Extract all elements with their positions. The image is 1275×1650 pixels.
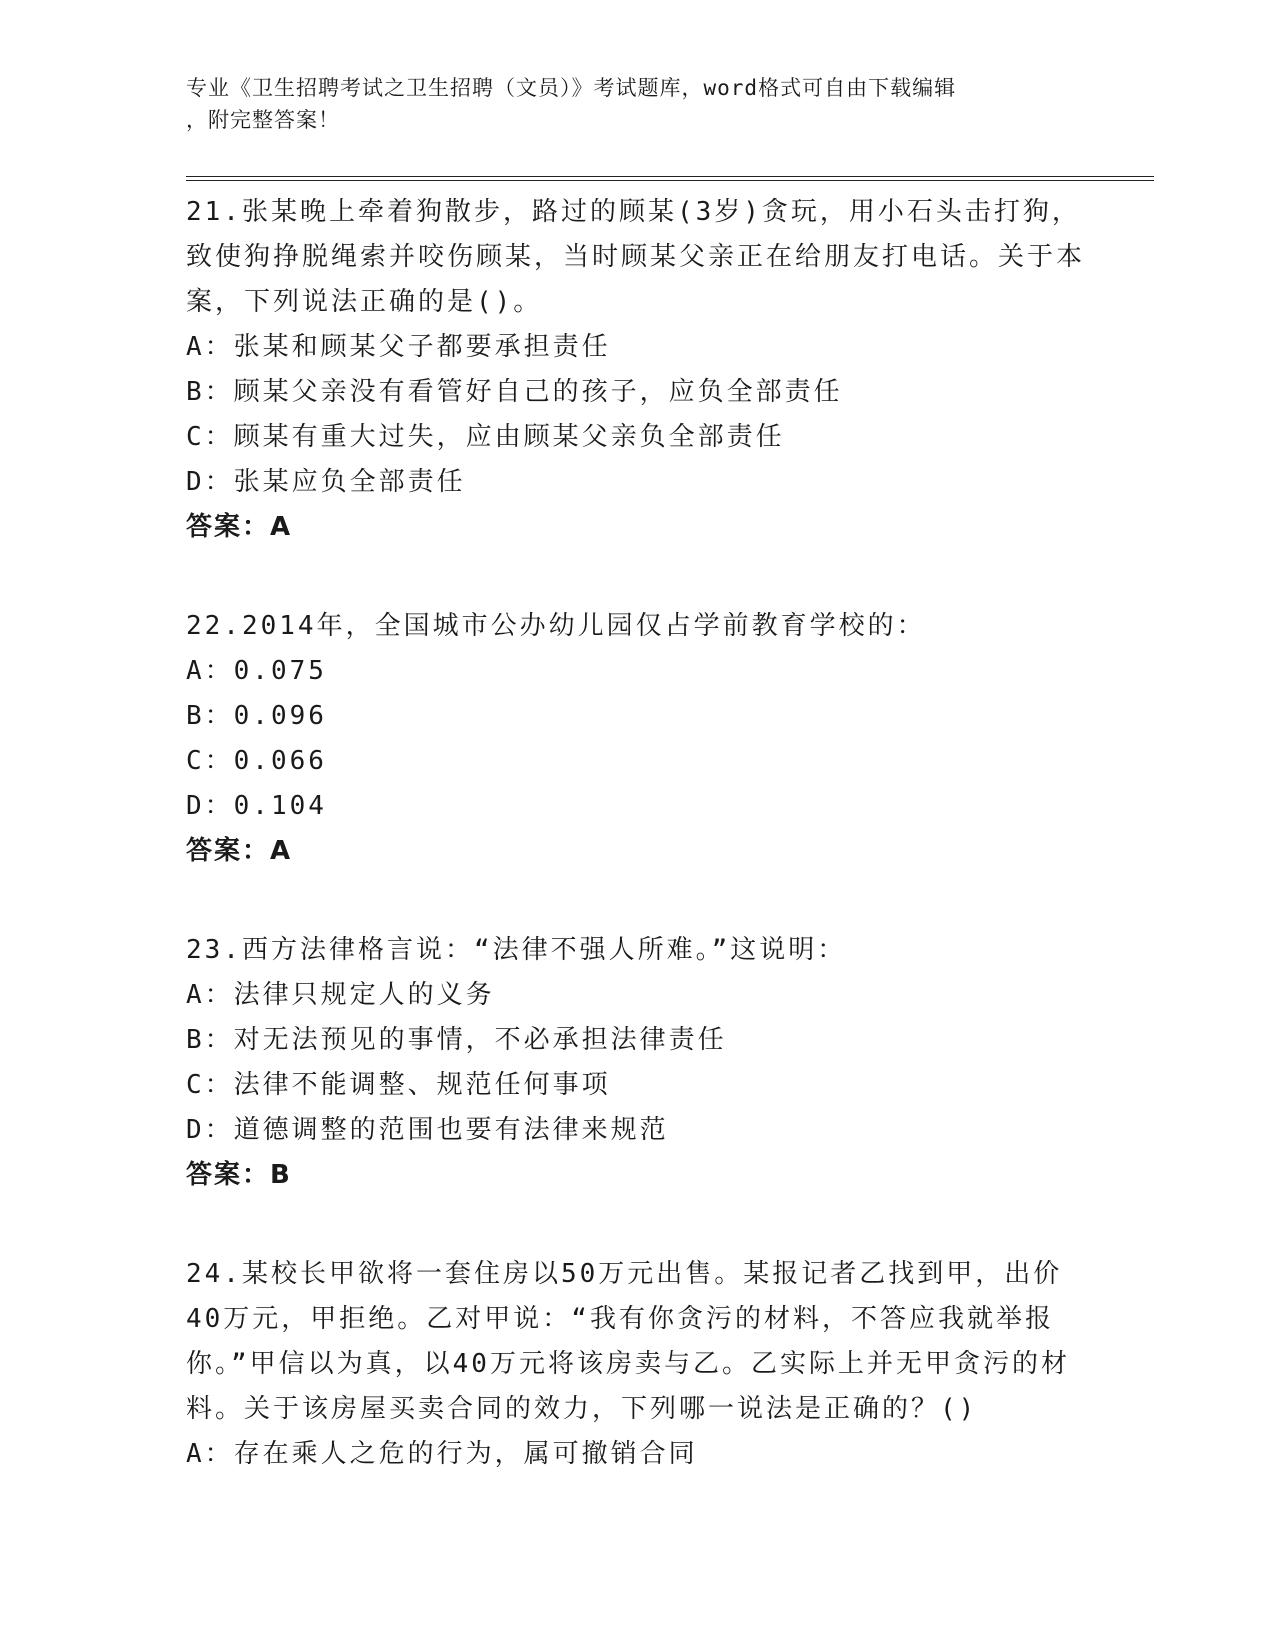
question-22: [186, 604, 1086, 874]
question-text: 22.2014年，全国城市公办幼儿园仅占学前教育学校的：: [186, 611, 926, 641]
option-c: C：顾某有重大过失，应由顾某父亲负全部责任: [186, 422, 785, 452]
option-d: D：张某应负全部责任: [186, 467, 466, 497]
question-24: [186, 1252, 1086, 1477]
option-a: A：存在乘人之危的行为，属可撤销合同: [186, 1439, 698, 1469]
answer-label: 答案：A: [186, 512, 293, 542]
question-text: 23.西方法律格言说：“法律不强人所难。”这说明：: [186, 935, 847, 965]
question-23: [186, 928, 1086, 1198]
option-a: A：0.075: [186, 656, 327, 686]
option-a: A：张某和顾某父子都要承担责任: [186, 332, 611, 362]
option-c: C：法律不能调整、规范任何事项: [186, 1070, 611, 1100]
option-b: B：顾某父亲没有看管好自己的孩子，应负全部责任: [186, 377, 843, 407]
header-divider: [186, 176, 1154, 181]
question-text: 24.某校长甲欲将一套住房以50万元出售。某报记者乙找到甲，出价40万元，甲拒绝。乙对甲说：“我有你贪污的材料，不答应我就举报你。”甲信以为真，以40万元将该房卖与乙。乙实际上并无甲贪污的材料。关于该房屋买卖合同的效力，下列哪一说法是正确的？(): [186, 1259, 1070, 1424]
question-list: [186, 190, 1086, 1531]
option-a: A：法律只规定人的义务: [186, 980, 495, 1010]
option-b: B：0.096: [186, 701, 327, 731]
header-title-line2: ，附完整答案！: [186, 108, 340, 132]
question-21: [186, 190, 1086, 550]
answer-label: 答案：B: [186, 1160, 292, 1190]
option-c: C：0.066: [186, 746, 327, 776]
document-header: [186, 72, 1066, 136]
option-d: D：0.104: [186, 791, 327, 821]
question-text: 21.张某晚上牵着狗散步，路过的顾某(3岁)贪玩，用小石头击打狗，致使狗挣脱绳索并咬伤顾某，当时顾某父亲正在给朋友打电话。关于本案，下列说法正确的是()。: [186, 197, 1086, 317]
option-b: B：对无法预见的事情，不必承担法律责任: [186, 1025, 727, 1055]
option-d: D：道德调整的范围也要有法律来规范: [186, 1115, 669, 1145]
answer-label: 答案：A: [186, 836, 293, 866]
header-title-line1: 专业《卫生招聘考试之卫生招聘（文员）》考试题库，word格式可自由下载编辑: [186, 76, 957, 100]
